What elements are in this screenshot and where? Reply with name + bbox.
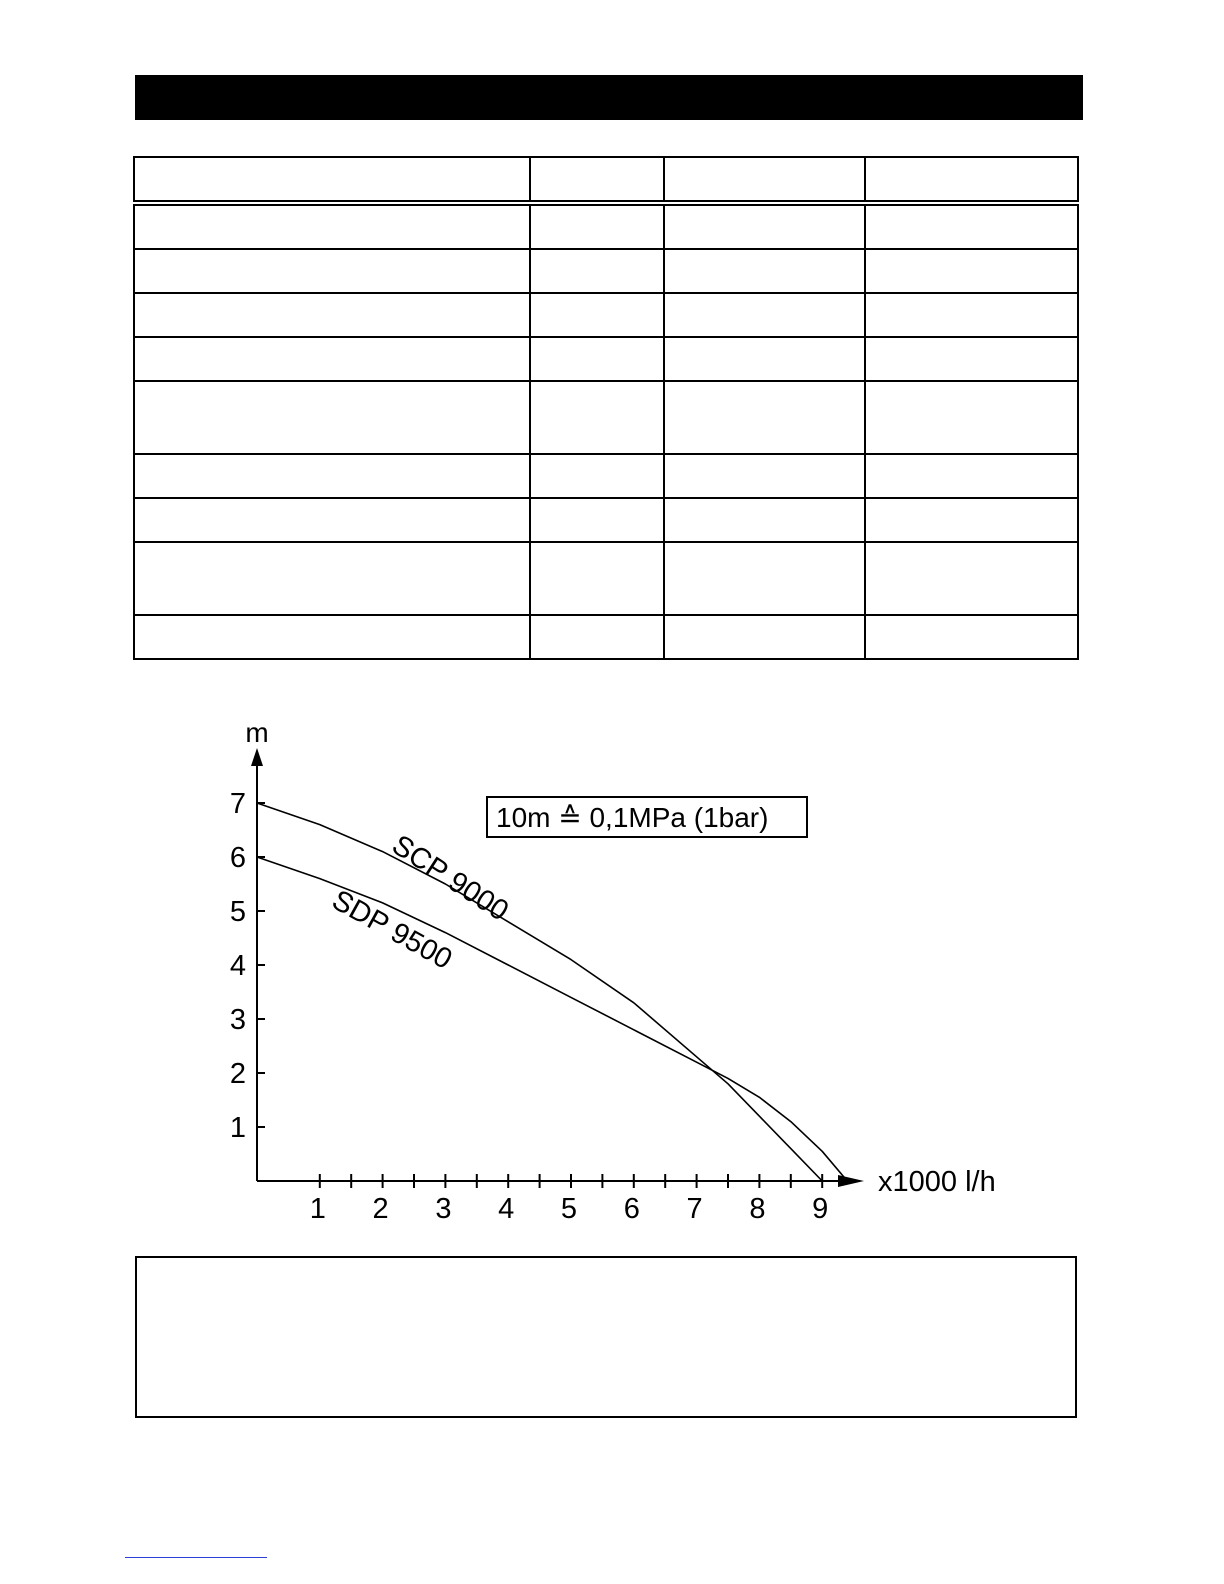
y-tick-label: 5 <box>229 896 247 928</box>
table-row <box>134 542 1078 615</box>
x-axis-label: x1000 l/h <box>878 1166 996 1198</box>
x-tick-label: 1 <box>309 1193 326 1225</box>
table-row <box>134 203 1078 249</box>
footer-link-underline <box>125 1557 267 1558</box>
table-cell <box>134 542 530 615</box>
table-cell <box>664 293 865 337</box>
y-axis-label: m <box>245 717 269 748</box>
table-cell <box>865 498 1078 542</box>
table-cell <box>530 615 664 659</box>
x-tick-label: 2 <box>372 1193 389 1225</box>
table-cell <box>134 381 530 454</box>
table-cell <box>664 249 865 293</box>
table-header-row <box>134 157 1078 203</box>
table-row <box>134 498 1078 542</box>
table-cell <box>865 157 1078 203</box>
table-cell <box>134 157 530 203</box>
table-cell <box>664 157 865 203</box>
table-cell <box>664 454 865 498</box>
chart-canvas <box>0 700 1224 1260</box>
table-row <box>134 337 1078 381</box>
y-tick-label: 2 <box>229 1058 247 1090</box>
table-cell <box>664 203 865 249</box>
table-cell <box>134 615 530 659</box>
table-cell <box>530 498 664 542</box>
table-cell <box>134 293 530 337</box>
y-tick-label: 7 <box>229 788 247 820</box>
table-row <box>134 615 1078 659</box>
table-cell <box>530 542 664 615</box>
x-tick-label: 5 <box>560 1193 578 1225</box>
table-cell <box>865 542 1078 615</box>
series-label-sdp-9500: SDP 9500 <box>326 884 458 976</box>
table-cell <box>664 337 865 381</box>
series-line-scp-9000 <box>257 803 822 1181</box>
y-tick-label: 1 <box>229 1112 247 1144</box>
table-cell <box>865 293 1078 337</box>
table-cell <box>865 203 1078 249</box>
x-tick-label: 8 <box>749 1193 766 1225</box>
x-tick-label: 6 <box>623 1193 640 1225</box>
x-tick-label: 7 <box>686 1193 703 1225</box>
section-header-bar <box>135 75 1083 120</box>
table-cell <box>530 381 664 454</box>
technical-data-table <box>133 156 1079 660</box>
table-cell <box>134 454 530 498</box>
note-box <box>135 1256 1077 1418</box>
x-tick-label: 9 <box>812 1193 829 1225</box>
x-tick-label: 3 <box>435 1193 452 1225</box>
table-cell <box>865 454 1078 498</box>
table-cell <box>664 542 865 615</box>
table-cell <box>134 337 530 381</box>
table-cell <box>134 203 530 249</box>
table-cell <box>865 381 1078 454</box>
table-cell <box>134 249 530 293</box>
pump-performance-chart <box>0 700 1224 1260</box>
table-cell <box>530 293 664 337</box>
table-row <box>134 249 1078 293</box>
table-cell <box>530 249 664 293</box>
table-cell <box>134 498 530 542</box>
table-row <box>134 293 1078 337</box>
x-tick-label: 4 <box>498 1193 515 1225</box>
ticks-layer <box>230 788 828 1225</box>
table-row <box>134 454 1078 498</box>
table-cell <box>530 454 664 498</box>
x-axis-arrowhead <box>838 1175 864 1187</box>
y-axis-arrowhead <box>251 748 263 766</box>
table-cell <box>664 615 865 659</box>
table-cell <box>530 203 664 249</box>
y-tick-label: 4 <box>229 950 247 982</box>
table-cell <box>530 337 664 381</box>
table-cell <box>664 498 865 542</box>
y-tick-label: 6 <box>229 842 247 874</box>
table-cell <box>664 381 865 454</box>
axes-layer <box>245 717 995 1198</box>
table-cell <box>865 615 1078 659</box>
annotation-text: 10m ≙ 0,1MPa (1bar) <box>496 802 769 833</box>
y-tick-label: 3 <box>229 1004 247 1036</box>
table-cell <box>865 249 1078 293</box>
table-row <box>134 381 1078 454</box>
series-layer <box>257 803 847 1181</box>
table-cell <box>865 337 1078 381</box>
series-label-scp-9000: SCP 9000 <box>386 829 515 928</box>
unit-annotation <box>487 797 807 837</box>
table-cell <box>530 157 664 203</box>
